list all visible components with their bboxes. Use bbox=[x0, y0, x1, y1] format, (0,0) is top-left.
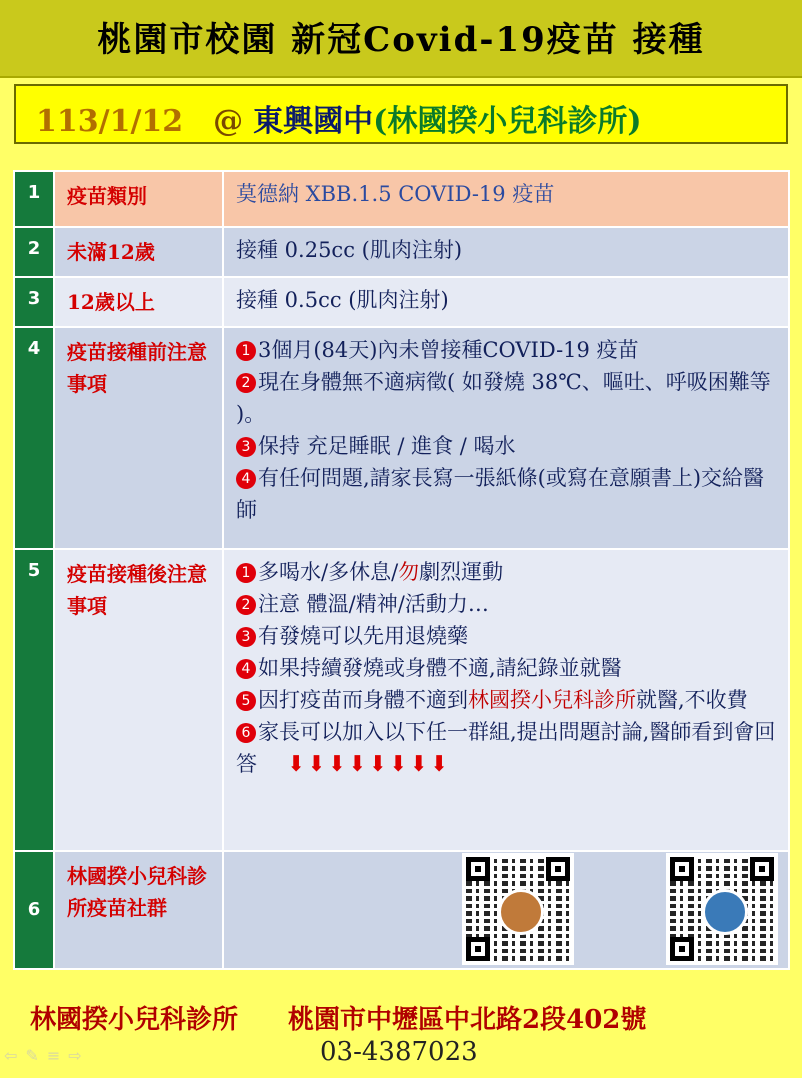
subtitle-bar bbox=[14, 84, 788, 144]
row-content bbox=[223, 327, 789, 549]
back-icon[interactable]: ⇦ bbox=[4, 1046, 26, 1065]
row-number: 3 bbox=[14, 277, 54, 327]
vaccine-info-table bbox=[13, 170, 790, 970]
footer-address: 桃園市中壢區中北路2段402號 bbox=[288, 1005, 647, 1035]
table-row bbox=[14, 327, 789, 549]
row-number: 5 bbox=[14, 549, 54, 851]
qr-logo-icon bbox=[498, 889, 544, 935]
row-number: 6 bbox=[14, 851, 54, 969]
bullet-icon: 3 bbox=[236, 627, 256, 647]
at-sign: @ bbox=[213, 104, 244, 139]
bullet-icon: 4 bbox=[236, 659, 256, 679]
list-item: 2 現在身體無不適病徵( 如發燒 38℃、嘔吐、呼吸困難等 )。 bbox=[236, 370, 771, 426]
row-number: 1 bbox=[14, 171, 54, 227]
school-name: 東興國中 bbox=[253, 104, 374, 139]
menu-icon[interactable]: ≡ bbox=[46, 1046, 69, 1065]
event-date: 113/1/12 bbox=[36, 104, 184, 139]
bullet-icon: 1 bbox=[236, 563, 256, 583]
table-row bbox=[14, 171, 789, 227]
list-item: 4 如果持續發燒或身體不適,請紀錄並就醫 bbox=[236, 652, 776, 684]
clinic-name: (林國揆小兒科診所) bbox=[373, 104, 642, 139]
list-item: 4 有任何問題,請家長寫一張紙條(或寫在意願書上)交給醫師 bbox=[236, 466, 765, 522]
row-content: 接種 0.5cc (肌肉注射) bbox=[223, 277, 789, 327]
bullet-icon: 6 bbox=[236, 723, 256, 743]
row-number: 2 bbox=[14, 227, 54, 277]
row-label: 疫苗類別 bbox=[54, 171, 223, 227]
list-item: 3 保持 充足睡眠 / 進食 / 喝水 bbox=[236, 430, 776, 462]
table-row bbox=[14, 227, 789, 277]
pen-icon[interactable]: ✎ bbox=[25, 1046, 47, 1065]
row-label: 疫苗接種後注意事項 bbox=[54, 549, 223, 851]
qr-code-group-1[interactable] bbox=[462, 853, 574, 965]
forward-icon[interactable]: ⇨ bbox=[68, 1046, 90, 1065]
row-content: 莫德納 XBB.1.5 COVID-19 疫苗 bbox=[223, 171, 789, 227]
qr-logo-icon bbox=[702, 889, 748, 935]
table-row bbox=[14, 277, 789, 327]
row-label: 林國揆小兒科診所疫苗社群 bbox=[54, 851, 223, 969]
bullet-icon: 3 bbox=[236, 437, 256, 457]
table-row bbox=[14, 549, 789, 851]
subtitle bbox=[36, 96, 642, 140]
bullet-icon: 4 bbox=[236, 469, 256, 489]
row-label: 未滿12歲 bbox=[54, 227, 223, 277]
footer-clinic: 林國揆小兒科診所 bbox=[30, 1005, 239, 1035]
list-item: 1 3個月(84天)內未曾接種COVID-19 疫苗 bbox=[236, 334, 776, 366]
down-arrows-icon: ⬇⬇⬇⬇⬇⬇⬇⬇ bbox=[287, 752, 451, 777]
slide-nav-icons[interactable] bbox=[4, 1046, 90, 1065]
bullet-icon: 1 bbox=[236, 341, 256, 361]
qr-code-group-2[interactable] bbox=[666, 853, 778, 965]
list-item: 5 因打疫苗而身體不適到林國揆小兒科診所就醫,不收費 bbox=[236, 684, 776, 716]
bullet-icon: 5 bbox=[236, 691, 256, 711]
row-number: 4 bbox=[14, 327, 54, 549]
list-item: 6 家長可以加入以下任一群組,提出問題討論,醫師看到會回答 ⬇⬇⬇⬇⬇⬇⬇⬇ bbox=[236, 720, 776, 777]
title-bar bbox=[0, 0, 802, 78]
list-item: 1 多喝水/多休息/勿劇烈運動 bbox=[236, 556, 776, 588]
list-item: 2 注意 體溫/精神/活動力… bbox=[236, 588, 776, 620]
footer-phone: 03-4387023 bbox=[320, 1037, 478, 1067]
page-title: 桃園市校園 新冠Covid-19疫苗 接種 bbox=[97, 20, 705, 60]
row-content: 接種 0.25cc (肌肉注射) bbox=[223, 227, 789, 277]
footer bbox=[0, 985, 802, 1078]
row-label: 12歲以上 bbox=[54, 277, 223, 327]
bullet-icon: 2 bbox=[236, 595, 256, 615]
row-content bbox=[223, 549, 789, 851]
bullet-icon: 2 bbox=[236, 373, 256, 393]
row-label: 疫苗接種前注意事項 bbox=[54, 327, 223, 549]
list-item: 3 有發燒可以先用退燒藥 bbox=[236, 620, 776, 652]
